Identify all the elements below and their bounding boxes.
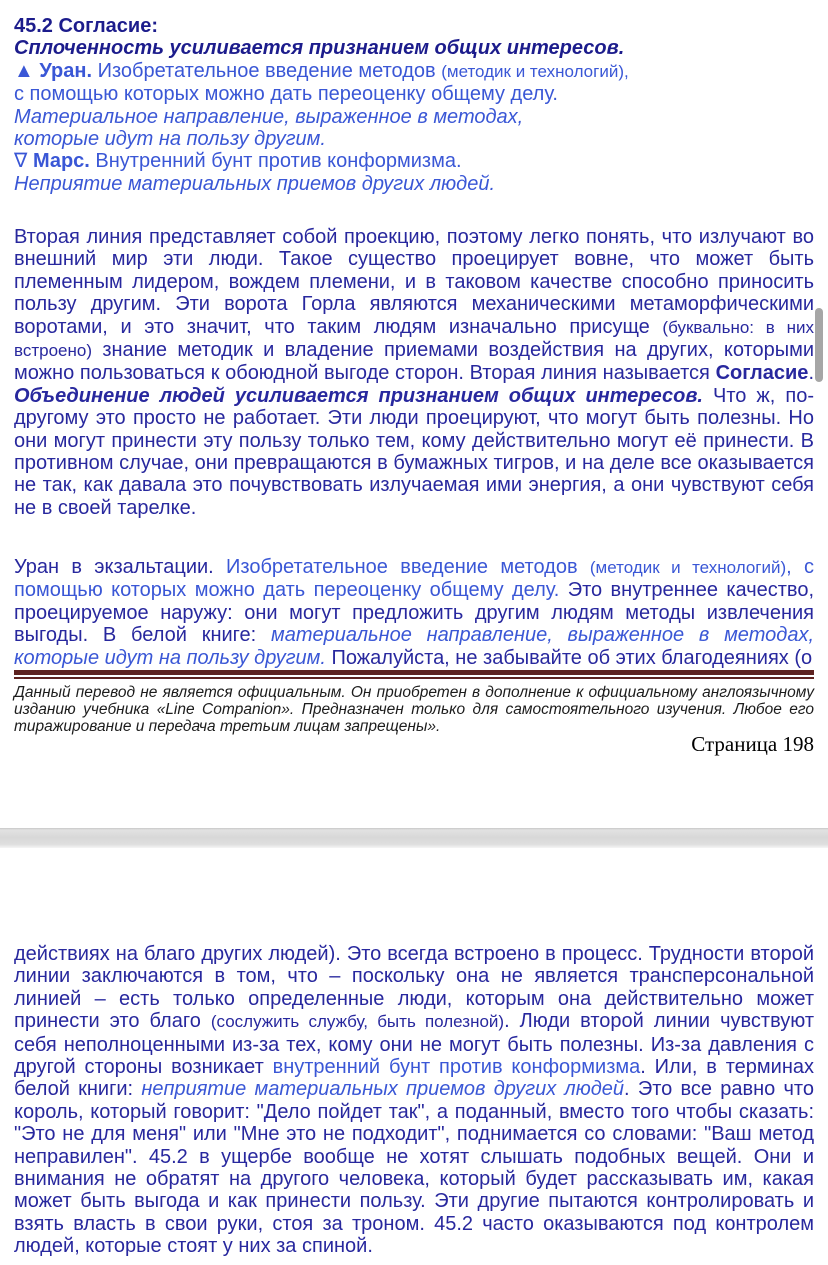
footer-double-rule <box>14 670 814 679</box>
page-number-label: Страница 198 <box>691 732 814 756</box>
section-heading-45-2: 45.2 Согласие: Сплоченность усиливается признанием общих интересов. ▲ Уран. Изобретательное введение методов (методик и технологий), с помощью которых можно дать переоценку общему делу. Материальное направление, выраженное в методах, которые идут на пользу другим. ∇ Марс. Внутренний бунт против конформизма. Неприятие материальных приемов других людей. <box>14 15 629 195</box>
body-paragraph-1: Вторая линия представляет собой проекцию, поэтому легко понять, что излучают во внешний мир эти люди. Такое существо проецирует вовне, что может быть племенным лидером, вождем племени, и в таковом качестве способно приносить пользу другим. Эти ворота Горла являются механическими метаморфическими воротами, и это значит, что таким людям изначально присуще (буквально: в них встроено) знание методик и владение приемами воздействия на других, которыми можно пользоваться к обоюдной выгоде сторон. Вторая линия называется Согласие. Объединение людей усиливается признанием общих интересов. Что ж, по-другому это просто не работает. Эти люди проецируют, что могут быть полезны. Но они могут принести эту пользу только тем, кому действительно могут её принести. В противном случае, они превращаются в бумажных тигров, и на деле все оказывается не так, как давала это почувствовать излучаемая ими энергия, а они чувствуют себя не в своей тарелке. <box>14 226 814 519</box>
footer-rule-thin-line <box>14 677 814 679</box>
translation-disclaimer: Данный перевод не является официальным. Он приобретен в дополнение к официальному англоязычному изданию учебника «Line Companion». Предназначен только для самостоятельного изучения. Любое его тиражирование и передача третьим лицам запрещены». <box>14 684 814 735</box>
page-separator <box>0 828 828 848</box>
body-paragraph-2: Уран в экзальтации. Изобретательное введение методов (методик и технологий), с помощью которых можно дать переоценку общему делу. Это внутреннее качество, проецируемое наружу: они могут предложить другим людям методы извлечения выгоды. В белой книге: материальное направление, выраженное в методах, которые идут на пользу другим. Пожалуйста, не забывайте об этих благодеяниях (о <box>14 556 815 669</box>
vertical-scrollbar-thumb[interactable] <box>815 308 823 382</box>
body-paragraph-continued: действиях на благо других людей). Это всегда встроено в процесс. Трудности второй линии заключаются в том, что – поскольку она не является трансперсональной линией – есть только определенные люди, которым она действительно может принести это благо (сослужить службу, быть полезной). Люди второй линии чувствуют себя неполноценными из-за тех, кому они не могут быть полезны. Из-за давления с другой стороны возникает внутренний бунт против конформизма. Или, в терминах белой книги: неприятие материальных приемов других людей. Это все равно что король, который говорит: "Дело пойдет так", а поданный, вместо того чтобы сказать: "Это не для меня" или "Мне это не подходит", поднимается со словами: "Ваш метод неправилен". 45.2 в ущербе вообще не хотят слышать подобных вещей. Они и внимания не обратят на другого человека, который будет рассказывать им, какая может быть выгода и как принести пользу. Эти другие пытаются контролировать и взять власть в свои руки, стоя за троном. 45.2 часто оказываются под контролем людей, которые стоят у них за спиной. <box>14 943 814 1258</box>
